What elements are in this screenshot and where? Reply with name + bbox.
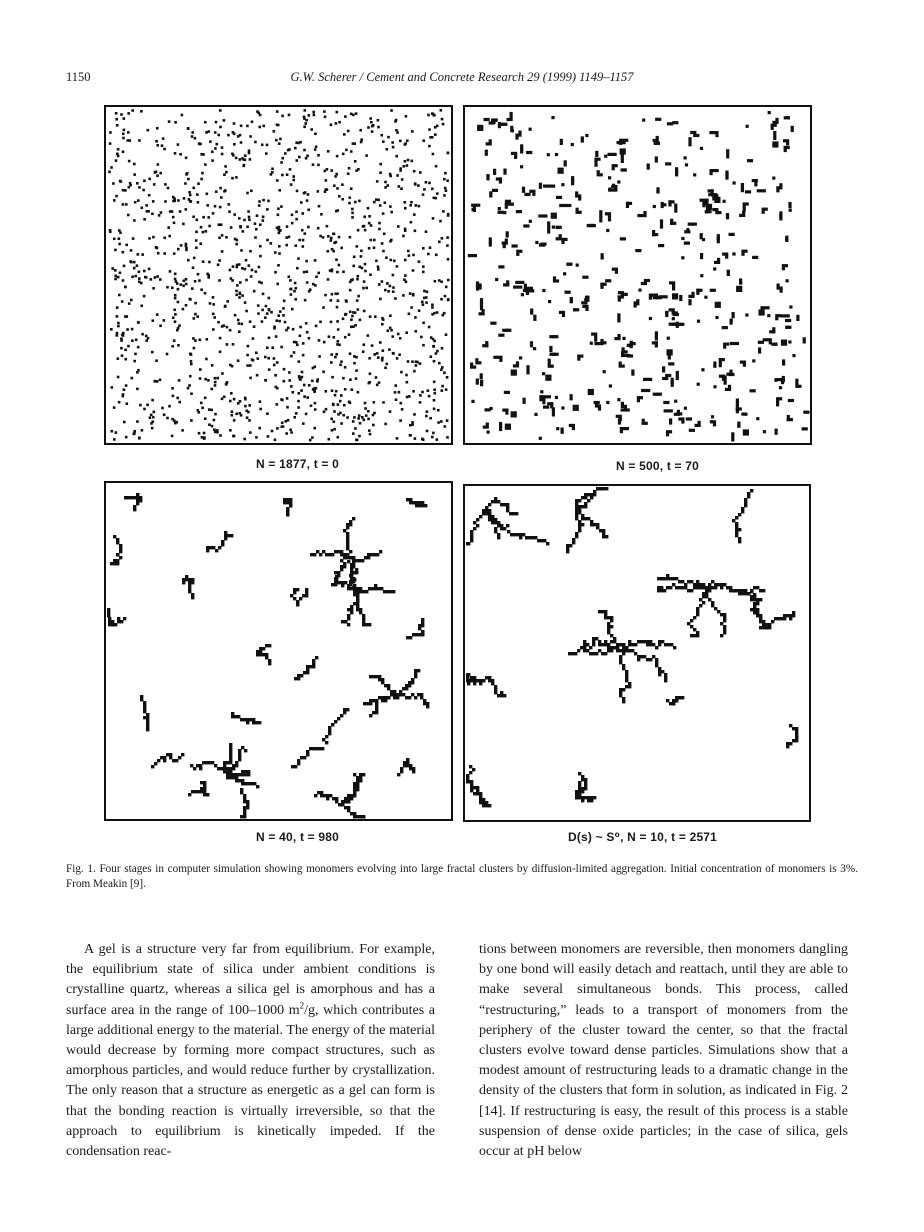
page-number: 1150 — [66, 70, 91, 84]
panel-label-1: N = 1877, t = 0 — [256, 457, 340, 471]
panel-label-2: N = 500, t = 70 — [616, 459, 700, 473]
body-text-left-part1: A gel is a structure very far from equilibrium. For example, the equilibrium state of silica under ambient conditions is crystalline quartz, whereas a silica gel is amorphous and has a surface area in the range of 100–1000 m — [66, 942, 435, 1018]
body-text-left-part2: /g, which contributes a large additional energy to the material. The energy of the material would decrease by forming more compact structures, such as amorphous particles, and would reduce further by crystallization. The only reason that a structure as energetic as a gel can form is that the bonding reaction is virtually irreversible, so that the approach to equilibrium is kinetically impeded. If the condensation reac- — [66, 1002, 435, 1160]
running-head: G.W. Scherer / Cement and Concrete Research 29 (1999) 1149–1157 — [290, 70, 634, 84]
body-column-left — [66, 940, 435, 1162]
figure-caption: Fig. 1. Four stages in computer simulation showing monomers evolving into large fractal clusters by diffusion-limited aggregation. Initial concentration of monomers is 3%. From Meakin [9]. — [66, 863, 858, 890]
simulation-panel-t2571 — [463, 484, 811, 822]
simulation-panel-t0 — [104, 105, 453, 445]
simulation-panel-t980 — [104, 481, 453, 821]
panel-label-3: N = 40, t = 980 — [256, 830, 340, 844]
simulation-panel-t70 — [463, 105, 812, 445]
superscript-2: 2 — [299, 999, 305, 1010]
body-column-right: tions between monomers are reversible, then monomers dangling by one bond will easily detach and reattach, until they are able to make several simultaneous bonds. This process, called “restructuring,” leads to a transport of monomers from the periphery of the cluster toward the center, so that the fractal clusters evolve toward dense particles. Simulations show that a modest amount of restructuring leads to a dramatic change in the density of the clusters that form in solution, as indicated in Fig. 2 [14]. If restructuring is easy, the result of this process is a stable suspension of dense oxide particles; in the case of silica, gels occur at pH below — [479, 942, 848, 1160]
panel-label-4: D(s) ~ S⁰, N = 10, t = 2571 — [568, 830, 718, 844]
